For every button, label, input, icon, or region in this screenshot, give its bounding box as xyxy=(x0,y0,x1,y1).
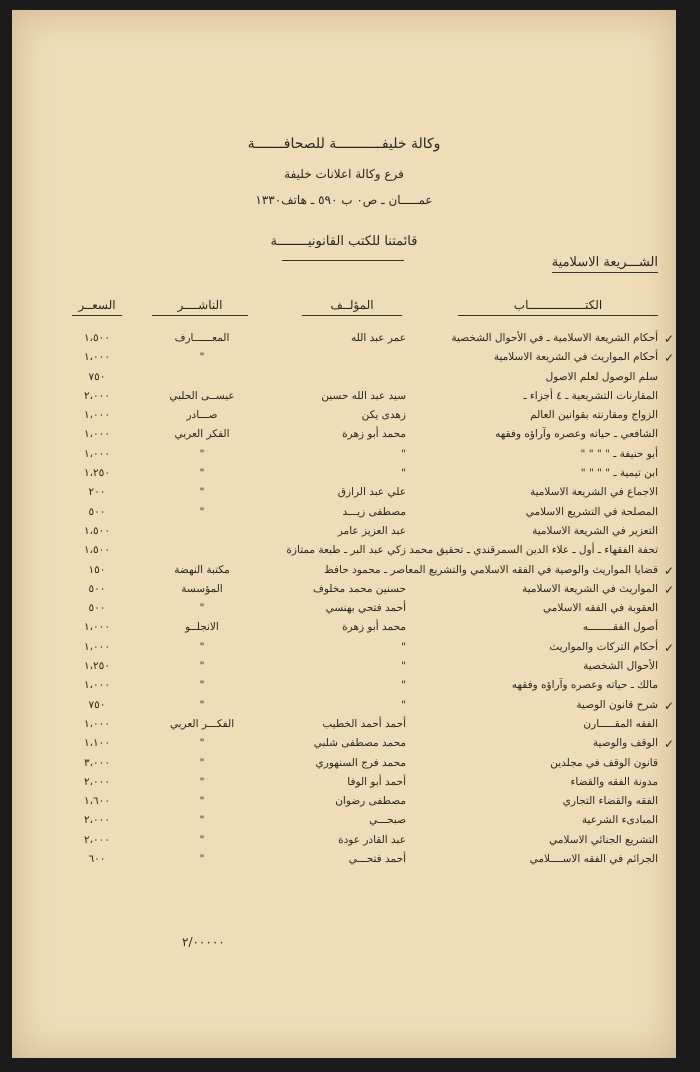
book-title: الجرائم في الفقه الاســــلامي xyxy=(529,853,658,866)
publisher-name: " xyxy=(199,505,205,518)
section-heading: الشـــريعة الاسلامية xyxy=(552,255,658,273)
table-row xyxy=(12,332,676,351)
table-row xyxy=(12,583,676,602)
table-row xyxy=(12,795,676,814)
publisher-name: " xyxy=(199,660,205,673)
book-title: أحكام الشريعة الاسلامية ـ في الأحوال الشخصية xyxy=(451,332,658,344)
book-title: قانون الوقف في مجلدين xyxy=(550,756,658,769)
table-row xyxy=(12,834,676,853)
table-row xyxy=(12,776,676,795)
price-value: ١،٢٥٠ xyxy=(84,467,110,480)
publisher-name: مكتبة النهضة xyxy=(174,563,230,576)
price-value: ٧٥٠ xyxy=(88,370,106,383)
table-row xyxy=(12,853,676,872)
agency-name: وكالة خليفـــــــــــة للصحافـــــــة xyxy=(247,136,441,152)
publisher-name: " xyxy=(199,775,205,788)
price-value: ١،٠٠٠ xyxy=(84,428,110,441)
table-row xyxy=(12,602,676,621)
publisher-name: " xyxy=(199,467,205,480)
table-row xyxy=(12,679,676,698)
publisher-name: " xyxy=(199,447,205,460)
book-title: التشريع الجنائي الاسلامي xyxy=(549,833,658,846)
book-title: سلم الوصول لعلم الاصول xyxy=(545,370,658,383)
book-title: أحكام التركات والمواريث xyxy=(549,640,658,653)
price-value: ٧٥٠ xyxy=(88,698,106,711)
check-mark-icon: ✓ xyxy=(663,351,674,366)
list-title: قائمتنا للكتب القانونيــــــــة xyxy=(270,234,418,249)
column-header-author: المؤلــف xyxy=(302,298,402,316)
price-value: ١،٠٠٠ xyxy=(84,621,110,634)
author-name: عمر عبد الله xyxy=(351,332,406,344)
table-row xyxy=(12,486,676,505)
agency-address: عمـــــان ـ ص٠ ب ٥٩٠ ـ هاتف١٣٣٠ xyxy=(255,193,433,207)
author-name: " xyxy=(401,679,406,692)
table-row xyxy=(12,525,676,544)
table-row xyxy=(12,467,676,486)
author-name: علي عبد الرازق xyxy=(337,486,406,499)
price-value: ٢،٠٠٠ xyxy=(84,814,110,827)
publisher-name: الفكر العربي xyxy=(174,428,230,441)
publisher-name: عيســى الحلبي xyxy=(169,389,235,402)
book-title: مالك ـ حياته وعصره وآراؤه وفقهه xyxy=(511,679,658,692)
price-value: ٢،٠٠٠ xyxy=(84,833,110,846)
price-value: ١،٠٠٠ xyxy=(84,640,110,653)
book-title: الشافعي ـ حياته وعصره وآراؤه وفقهه xyxy=(495,428,658,441)
table-row xyxy=(12,390,676,409)
author-name: أحمد أبو الوفا xyxy=(347,775,406,788)
book-title: شرح قانون الوصية xyxy=(576,698,658,711)
publisher-name: " xyxy=(199,351,205,364)
author-name: سيد عبد الله حسين xyxy=(321,389,406,402)
author-name: " xyxy=(401,447,406,460)
price-value: ١٥٠ xyxy=(88,563,106,576)
book-title: المواريث في الشريعة الاسلامية xyxy=(522,582,658,595)
book-title: ابن تيمية ـ " " " " xyxy=(580,467,658,480)
table-row xyxy=(12,409,676,428)
publisher-name: " xyxy=(199,640,205,653)
price-value: ٣،٠٠٠ xyxy=(84,756,110,769)
author-name: " xyxy=(401,698,406,711)
price-value: ٥٠٠ xyxy=(88,505,106,518)
book-title: مدونة الفقه والقضاء xyxy=(570,775,658,788)
title-underline xyxy=(282,260,404,261)
author-name: محمد فرج السنهوري xyxy=(315,756,406,769)
branch-name: فرع وكالة اعلانات خليفة xyxy=(284,167,404,181)
price-value: ٥٠٠ xyxy=(88,602,106,615)
book-title: الاجماع في الشريعة الاسلامية xyxy=(530,486,658,499)
check-mark-icon: ✓ xyxy=(663,332,674,346)
book-title: الفقه والقضاء التجاري xyxy=(562,795,658,808)
price-value: ١،٥٠٠ xyxy=(84,332,110,344)
column-header-price: السعــر xyxy=(72,298,122,316)
check-mark-icon: ✓ xyxy=(663,582,674,597)
author-name: محمد أبو زهرة xyxy=(342,428,406,441)
table-row xyxy=(12,506,676,525)
table-row xyxy=(12,371,676,390)
publisher-name: الفكـــر العربي xyxy=(169,717,235,730)
author-name: أحمد فتحـــي xyxy=(348,853,406,866)
table-row xyxy=(12,641,676,660)
publisher-name: " xyxy=(199,833,205,846)
price-value: ٦٠٠ xyxy=(88,853,106,866)
table-row xyxy=(12,564,676,583)
column-header-book: الكتــــــــــــــــاب xyxy=(458,298,658,316)
author-name: أحمد فتحي بهنسي xyxy=(325,602,406,615)
book-title: العقوبة في الفقه الاسلامي xyxy=(543,602,658,615)
author-name: مصطفى رضوان xyxy=(335,795,406,808)
book-title: الأحوال الشخصية xyxy=(583,660,658,673)
price-value: ٥٠٠ xyxy=(88,582,106,595)
book-title: أبو حنيفة ـ " " " " xyxy=(580,447,658,460)
author-name: " xyxy=(401,467,406,480)
table-row xyxy=(12,428,676,447)
book-title: التعزير في الشريعة الاسلامية xyxy=(532,524,658,537)
document-page xyxy=(12,10,676,1058)
price-value: ١،٠٠٠ xyxy=(84,679,110,692)
publisher-name: " xyxy=(199,737,205,750)
publisher-name: " xyxy=(199,698,205,711)
price-value: ٢،٠٠٠ xyxy=(84,389,110,402)
author-name: مصطفى زيـــد xyxy=(342,505,406,518)
publisher-name: " xyxy=(199,795,205,808)
price-value: ١،٥٠٠ xyxy=(84,524,110,537)
price-value: ١،٠٠٠ xyxy=(84,409,110,422)
price-value: ١،٦٠٠ xyxy=(84,795,110,808)
author-name: زهدى يكن xyxy=(361,409,406,422)
author-name: " xyxy=(401,640,406,653)
table-row xyxy=(12,718,676,737)
publisher-name: " xyxy=(199,679,205,692)
book-title: المصلحة في التشريع الاسلامي xyxy=(525,505,658,518)
book-title: المبادىء الشرعية xyxy=(581,814,658,827)
table-row xyxy=(12,351,676,370)
price-value: ١،٠٠٠ xyxy=(84,717,110,730)
book-title: أصول الفقــــــــه xyxy=(582,621,658,634)
table-row xyxy=(12,448,676,467)
book-title: قضايا المواريث والوصية في الفقه الاسلامي والتشريع المعاصر ـ محمود حافظ xyxy=(324,563,658,576)
table-row xyxy=(12,699,676,718)
price-value: ١،٢٥٠ xyxy=(84,660,110,673)
price-value: ١،٥٠٠ xyxy=(84,544,110,557)
author-name: حسنين محمد مخلوف xyxy=(312,582,406,595)
publisher-name: " xyxy=(199,814,205,827)
publisher-name: " xyxy=(199,602,205,615)
author-name: عبد العزيز عامر xyxy=(337,524,406,537)
author-name: " xyxy=(401,660,406,673)
column-header-publisher: الناشــــر xyxy=(152,298,248,316)
check-mark-icon: ✓ xyxy=(663,563,674,578)
author-name: محمد أبو زهرة xyxy=(342,621,406,634)
price-value: ٢٠٠ xyxy=(88,486,106,499)
table-row xyxy=(12,737,676,756)
book-title: الفقه المقـــــارن xyxy=(583,717,658,730)
price-value: ١،١٠٠ xyxy=(84,737,110,750)
check-mark-icon: ✓ xyxy=(663,698,674,713)
price-value: ٢،٠٠٠ xyxy=(84,775,110,788)
price-value: ١،٠٠٠ xyxy=(84,447,110,460)
table-row xyxy=(12,814,676,833)
author-name: أحمد أحمد الخطيب xyxy=(322,717,406,730)
total-amount: ٢/٠٠٠٠٠ xyxy=(182,935,225,949)
publisher-name: " xyxy=(199,486,205,499)
book-title: أحكام المواريث في الشريعة الاسلامية xyxy=(493,351,658,364)
publisher-name: المؤسسة xyxy=(181,582,223,595)
publisher-name: المعــــــارف xyxy=(174,332,230,344)
check-mark-icon: ✓ xyxy=(663,640,674,655)
table-row xyxy=(12,660,676,679)
book-list xyxy=(12,332,676,872)
book-title: الوقف والوصية xyxy=(592,737,658,750)
table-row xyxy=(12,544,676,563)
table-row xyxy=(12,621,676,640)
author-name: عبد القادر عودة xyxy=(338,833,406,846)
publisher-name: الانجلــو xyxy=(185,621,219,634)
book-title: المقارنات التشريعية ـ ٤ أجزاء ـ xyxy=(523,389,658,402)
publisher-name: " xyxy=(199,756,205,769)
publisher-name: صـــادر xyxy=(186,409,218,422)
publisher-name: " xyxy=(199,853,205,866)
author-name: صبحـــي xyxy=(369,814,406,827)
check-mark-icon: ✓ xyxy=(663,737,674,752)
table-row xyxy=(12,757,676,776)
price-value: ١،٠٠٠ xyxy=(84,351,110,364)
book-title: تحفة الفقهاء ـ أول ـ علاء الدين السمرقندي ـ تحقيق محمد زكي عبد البر ـ طبعة ممتازة xyxy=(286,544,658,557)
book-title: الزواج ومقارنته بقوانين العالم xyxy=(530,409,658,422)
author-name: محمد مصطفى شلبي xyxy=(313,737,406,750)
